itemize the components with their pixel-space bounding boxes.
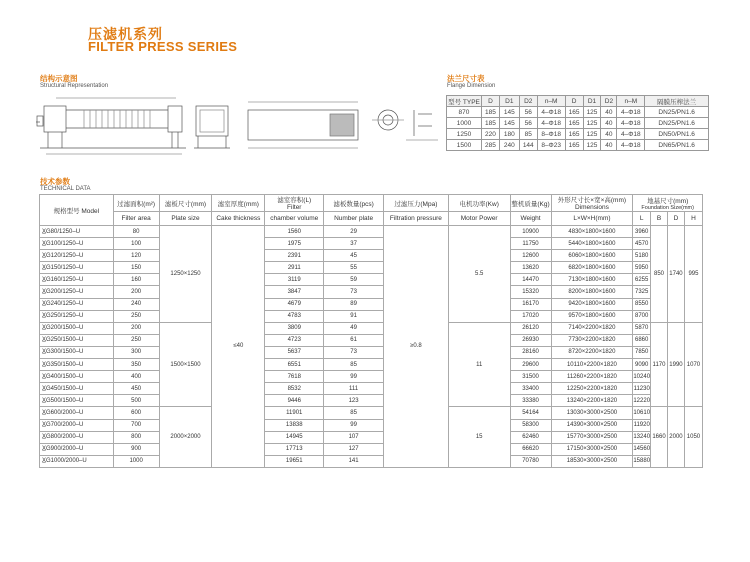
area-cell: 80 xyxy=(113,226,159,238)
flange-cell: 1000 xyxy=(447,118,482,129)
flange-cell: 4–Φ18 xyxy=(537,107,565,118)
flange-cell: 125 xyxy=(583,129,601,140)
volume-cell: 8532 xyxy=(265,383,324,395)
area-cell: 250 xyxy=(113,310,159,322)
motor-power-cell: 11 xyxy=(448,322,510,407)
flange-cell: DN25/PN1.6 xyxy=(645,118,709,129)
flange-cell: 125 xyxy=(583,140,601,151)
dimensions-cell: 7140×2200×1820 xyxy=(551,322,633,334)
area-cell: 700 xyxy=(113,419,159,431)
dimensions-cell: 13030×3000×2500 xyxy=(551,407,633,419)
area-cell: 1000 xyxy=(113,455,159,467)
foundation-H-cell: 1050 xyxy=(684,407,702,467)
plates-cell: 85 xyxy=(324,359,384,371)
weight-cell: 28160 xyxy=(510,346,551,358)
model-cell: X̲G250/1250–U xyxy=(40,310,114,322)
area-cell: 300 xyxy=(113,346,159,358)
volume-cell: 11901 xyxy=(265,407,324,419)
weight-cell: 13620 xyxy=(510,262,551,274)
model-cell: X̲G80/1250–U xyxy=(40,226,114,238)
plates-cell: 49 xyxy=(324,322,384,334)
foundation-L-cell: 6860 xyxy=(633,334,651,346)
model-cell: X̲G700/2000–U xyxy=(40,419,114,431)
table-row xyxy=(40,371,703,383)
flange-cell: 144 xyxy=(519,140,537,151)
flange-header-cell: D1 xyxy=(583,96,601,107)
flange-cell: 285 xyxy=(481,140,499,151)
weight-cell: 12600 xyxy=(510,250,551,262)
weight-cell: 66620 xyxy=(510,443,551,455)
foundation-L-cell: 6255 xyxy=(633,274,651,286)
foundation-L-cell: 5870 xyxy=(633,322,651,334)
plate-size-cell: 2000×2000 xyxy=(159,407,212,467)
dimensions-cell: 8200×1800×1600 xyxy=(551,286,633,298)
foundation-H-cell: 1070 xyxy=(684,322,702,407)
plates-cell: 55 xyxy=(324,262,384,274)
weight-cell: 17020 xyxy=(510,310,551,322)
model-cell: X̲G120/1250–U xyxy=(40,250,114,262)
model-cell: X̲G160/1250–U xyxy=(40,274,114,286)
flange-cell: 4–Φ18 xyxy=(617,107,645,118)
model-cell: X̲G200/1250–U xyxy=(40,286,114,298)
motor-power-cell: 5.5 xyxy=(448,226,510,323)
plates-cell: 107 xyxy=(324,431,384,443)
area-cell: 250 xyxy=(113,334,159,346)
area-cell: 900 xyxy=(113,443,159,455)
dims-header-en2: L×W×H(mm) xyxy=(551,212,633,226)
volume-header-en1: Filter xyxy=(287,204,302,211)
foundation-L-cell: 12220 xyxy=(633,395,651,407)
dimensions-cell: 11260×2200×1820 xyxy=(551,371,633,383)
weight-cell: 58300 xyxy=(510,419,551,431)
foundation-L-cell: 15880 xyxy=(633,455,651,467)
volume-cell: 3847 xyxy=(265,286,324,298)
volume-cell: 4783 xyxy=(265,310,324,322)
volume-cell: 2391 xyxy=(265,250,324,262)
flange-cell: 4–Φ18 xyxy=(537,118,565,129)
plates-cell: 73 xyxy=(324,286,384,298)
page-title-en: FILTER PRESS SERIES xyxy=(88,39,238,54)
table-row xyxy=(40,407,703,419)
foundation-L-cell: 4570 xyxy=(633,238,651,250)
plates-cell: 73 xyxy=(324,346,384,358)
foundation-header-cn: 地基尺寸(mm) xyxy=(647,197,689,205)
table-row xyxy=(40,262,703,274)
volume-cell: 19651 xyxy=(265,455,324,467)
pressure-header-en: Filtration pressure xyxy=(383,212,448,226)
dimensions-cell: 4830×1800×1600 xyxy=(551,226,633,238)
foundation-L-cell: 11230 xyxy=(633,383,651,395)
flange-cell: 165 xyxy=(565,118,583,129)
flange-header-cell: D xyxy=(481,96,499,107)
area-cell: 800 xyxy=(113,431,159,443)
volume-cell: 6551 xyxy=(265,359,324,371)
foundation-B-cell: 850 xyxy=(651,226,668,323)
flange-cell: 4–Φ18 xyxy=(617,129,645,140)
plates-cell: 85 xyxy=(324,407,384,419)
flange-header-cell: 隔膜压榨法兰 xyxy=(645,96,709,107)
flange-cell: DN25/PN1.6 xyxy=(645,107,709,118)
dimensions-cell: 10110×2200×1820 xyxy=(551,359,633,371)
foundation-L-cell: 13240 xyxy=(633,431,651,443)
model-cell: X̲G150/1250–U xyxy=(40,262,114,274)
model-cell: X̲G100/1250–U xyxy=(40,238,114,250)
volume-header-cn xyxy=(265,195,324,212)
flange-cell: 85 xyxy=(519,129,537,140)
model-cell: X̲G250/1500–U xyxy=(40,334,114,346)
model-cell: X̲G200/1500–U xyxy=(40,322,114,334)
plate-header-cn: 滤板尺寸(mm) xyxy=(159,195,212,212)
foundation-L-cell: 8550 xyxy=(633,298,651,310)
area-cell: 240 xyxy=(113,298,159,310)
table-row xyxy=(40,238,703,250)
table-row xyxy=(40,250,703,262)
table-row xyxy=(40,359,703,371)
volume-cell: 7618 xyxy=(265,371,324,383)
weight-cell: 62460 xyxy=(510,431,551,443)
dimensions-cell: 9420×1800×1600 xyxy=(551,298,633,310)
model-cell: X̲G500/1500–U xyxy=(40,395,114,407)
model-cell: X̲G900/2000–U xyxy=(40,443,114,455)
plates-cell: 91 xyxy=(324,310,384,322)
cake-header-cn: 滤室厚度(mm) xyxy=(212,195,265,212)
area-cell: 200 xyxy=(113,286,159,298)
foundation-header-en: Foundation Size(mm) xyxy=(641,204,694,211)
foundation-L-cell: 8700 xyxy=(633,310,651,322)
plate-size-cell: 1250×1250 xyxy=(159,226,212,323)
flange-cell: 125 xyxy=(583,107,601,118)
weight-cell: 26930 xyxy=(510,334,551,346)
volume-cell: 3119 xyxy=(265,274,324,286)
plates-cell: 59 xyxy=(324,274,384,286)
model-cell: X̲G350/1500–U xyxy=(40,359,114,371)
foundation-B-cell: 1660 xyxy=(651,407,668,467)
area-cell: 100 xyxy=(113,238,159,250)
pressure-cell: ≥0.8 xyxy=(383,226,448,468)
tech-title-en: TECHNICAL DATA xyxy=(40,186,91,192)
weight-cell: 31500 xyxy=(510,371,551,383)
flange-header-row xyxy=(447,96,709,107)
volume-cell: 13838 xyxy=(265,419,324,431)
table-row xyxy=(40,310,703,322)
flange-cell: DN50/PN1.6 xyxy=(645,129,709,140)
weight-cell: 33380 xyxy=(510,395,551,407)
volume-cell: 4723 xyxy=(265,334,324,346)
cake-thickness-cell: ≤40 xyxy=(212,226,265,468)
volume-cell: 14945 xyxy=(265,431,324,443)
area-cell: 200 xyxy=(113,322,159,334)
table-row xyxy=(40,346,703,358)
weight-cell: 33400 xyxy=(510,383,551,395)
motor-power-cell: 15 xyxy=(448,407,510,467)
model-cell: X̲G800/2000–U xyxy=(40,431,114,443)
dimensions-cell: 6060×1800×1600 xyxy=(551,250,633,262)
weight-cell: 54164 xyxy=(510,407,551,419)
plates-cell: 141 xyxy=(324,455,384,467)
flange-table xyxy=(446,95,709,151)
area-cell: 400 xyxy=(113,371,159,383)
flange-header-cell: n–M xyxy=(617,96,645,107)
flange-cell: 870 xyxy=(447,107,482,118)
motor-header-cn: 电机功率(Kw) xyxy=(448,195,510,212)
weight-cell: 15320 xyxy=(510,286,551,298)
area-cell: 600 xyxy=(113,407,159,419)
dimensions-cell: 14390×3000×2500 xyxy=(551,419,633,431)
plates-cell: 29 xyxy=(324,226,384,238)
foundation-header xyxy=(633,195,703,212)
foundation-L-cell: 7325 xyxy=(633,286,651,298)
plates-header-cn: 滤板数量(pcs) xyxy=(324,195,384,212)
area-header-en: Filter area xyxy=(113,212,159,226)
flange-cell: 56 xyxy=(519,107,537,118)
dimensions-cell: 8720×2200×1820 xyxy=(551,346,633,358)
table-row xyxy=(40,322,703,334)
volume-header-cn-text: 滤室容积(L) xyxy=(277,197,312,204)
table-row xyxy=(40,334,703,346)
table-row xyxy=(40,419,703,431)
model-cell: X̲G300/1500–U xyxy=(40,346,114,358)
motor-header-en: Motor Power xyxy=(448,212,510,226)
area-cell: 120 xyxy=(113,250,159,262)
dimensions-cell: 5440×1800×1600 xyxy=(551,238,633,250)
weight-cell: 26120 xyxy=(510,322,551,334)
dimensions-cell: 18530×3000×2500 xyxy=(551,455,633,467)
plates-cell: 99 xyxy=(324,371,384,383)
volume-cell: 4679 xyxy=(265,298,324,310)
weight-header-cn: 整机质量(Kg) xyxy=(510,195,551,212)
foundation-L-cell: 14560 xyxy=(633,443,651,455)
table-row xyxy=(40,226,703,238)
flange-cell: 165 xyxy=(565,140,583,151)
plate-header-en: Plate size xyxy=(159,212,212,226)
foundation-D-cell: 1740 xyxy=(667,226,684,323)
dims-header-cn-text: 外形尺寸长×宽×高(mm) xyxy=(557,197,627,204)
tech-header-row xyxy=(40,195,703,212)
structure-title-en: Structural Representation xyxy=(40,83,109,89)
foundation-D-header: D xyxy=(667,212,684,226)
flange-header-cell: D2 xyxy=(601,96,617,107)
flange-cell: 145 xyxy=(499,118,519,129)
table-row xyxy=(40,383,703,395)
dimensions-cell: 15770×3000×2500 xyxy=(551,431,633,443)
plates-cell: 45 xyxy=(324,250,384,262)
dimensions-cell: 9570×1800×1600 xyxy=(551,310,633,322)
volume-cell: 2911 xyxy=(265,262,324,274)
weight-cell: 11750 xyxy=(510,238,551,250)
flange-row xyxy=(447,129,709,140)
structure-diagram xyxy=(36,92,441,160)
flange-cell: DN65/PN1.6 xyxy=(645,140,709,151)
flange-cell: 180 xyxy=(499,129,519,140)
table-row xyxy=(40,455,703,467)
volume-cell: 9446 xyxy=(265,395,324,407)
dimensions-cell: 12250×2200×1820 xyxy=(551,383,633,395)
flange-row xyxy=(447,140,709,151)
volume-cell: 1560 xyxy=(265,226,324,238)
flange-cell: 185 xyxy=(481,118,499,129)
foundation-H-cell: 995 xyxy=(684,226,702,323)
flange-header-cell: D2 xyxy=(519,96,537,107)
foundation-L-header: L xyxy=(633,212,651,226)
volume-cell: 5637 xyxy=(265,346,324,358)
flange-header-cell: 型号 TYPE xyxy=(447,96,482,107)
table-row xyxy=(40,443,703,455)
model-cell: X̲G600/2000–U xyxy=(40,407,114,419)
foundation-D-cell: 1990 xyxy=(667,322,684,407)
flange-header-cell: D1 xyxy=(499,96,519,107)
area-cell: 160 xyxy=(113,274,159,286)
page-title-cn: 压滤机系列 xyxy=(88,27,163,43)
weight-cell: 16170 xyxy=(510,298,551,310)
flange-cell: 40 xyxy=(601,107,617,118)
flange-cell: 40 xyxy=(601,129,617,140)
foundation-L-cell: 10240 xyxy=(633,371,651,383)
flange-cell: 185 xyxy=(481,107,499,118)
model-cell: X̲G1000/2000–U xyxy=(40,455,114,467)
flange-cell: 8–Φ18 xyxy=(537,129,565,140)
plates-cell: 89 xyxy=(324,298,384,310)
flange-cell: 220 xyxy=(481,129,499,140)
plates-cell: 123 xyxy=(324,395,384,407)
weight-cell: 70780 xyxy=(510,455,551,467)
table-row xyxy=(40,395,703,407)
foundation-B-header: B xyxy=(651,212,668,226)
flange-row xyxy=(447,107,709,118)
plate-size-cell: 1500×1500 xyxy=(159,322,212,407)
table-row xyxy=(40,298,703,310)
foundation-B-cell: 1170 xyxy=(651,322,668,407)
plates-cell: 37 xyxy=(324,238,384,250)
dimensions-cell: 7730×2200×1820 xyxy=(551,334,633,346)
flange-cell: 4–Φ18 xyxy=(617,140,645,151)
foundation-L-cell: 3960 xyxy=(633,226,651,238)
area-cell: 500 xyxy=(113,395,159,407)
pressure-header-cn: 过滤压力(Mpa) xyxy=(383,195,448,212)
flange-cell: 1500 xyxy=(447,140,482,151)
table-row xyxy=(40,286,703,298)
table-row xyxy=(40,274,703,286)
foundation-L-cell: 5180 xyxy=(633,250,651,262)
volume-cell: 17713 xyxy=(265,443,324,455)
flange-cell: 8–Φ23 xyxy=(537,140,565,151)
weight-cell: 14470 xyxy=(510,274,551,286)
foundation-H-header: H xyxy=(684,212,702,226)
flange-cell: 125 xyxy=(583,118,601,129)
weight-cell: 10900 xyxy=(510,226,551,238)
flange-cell: 40 xyxy=(601,140,617,151)
foundation-L-cell: 7850 xyxy=(633,346,651,358)
dims-header-cn xyxy=(551,195,633,212)
technical-data-table xyxy=(39,194,703,468)
volume-cell: 3809 xyxy=(265,322,324,334)
dimensions-cell: 17150×3000×2500 xyxy=(551,443,633,455)
foundation-L-cell: 5950 xyxy=(633,262,651,274)
tech-header-row-en xyxy=(40,212,703,226)
flange-header-cell: D xyxy=(565,96,583,107)
weight-header-en: Weight xyxy=(510,212,551,226)
volume-cell: 1975 xyxy=(265,238,324,250)
flange-cell: 40 xyxy=(601,118,617,129)
plates-cell: 111 xyxy=(324,383,384,395)
structure-title-cn: 结构示意图 xyxy=(40,74,78,83)
flange-cell: 165 xyxy=(565,129,583,140)
plates-cell: 61 xyxy=(324,334,384,346)
flange-title-cn: 法兰尺寸表 xyxy=(447,74,485,83)
dimensions-cell: 6820×1800×1600 xyxy=(551,262,633,274)
volume-header-en2: chamber volume xyxy=(265,212,324,226)
table-row xyxy=(40,431,703,443)
area-header-cn: 过滤面积(m²) xyxy=(113,195,159,212)
dims-header-en1: Dimensions xyxy=(574,204,609,211)
cake-header-en: Cake thickness xyxy=(212,212,265,226)
area-cell: 350 xyxy=(113,359,159,371)
foundation-L-cell: 9090 xyxy=(633,359,651,371)
dimensions-cell: 13240×2200×1820 xyxy=(551,395,633,407)
dimensions-cell: 7130×1800×1600 xyxy=(551,274,633,286)
plates-cell: 99 xyxy=(324,419,384,431)
foundation-L-cell: 11920 xyxy=(633,419,651,431)
flange-row xyxy=(447,118,709,129)
flange-cell: 4–Φ18 xyxy=(617,118,645,129)
tech-title-cn: 技术参数 xyxy=(40,177,70,186)
model-header: 规格型号 Model xyxy=(40,195,114,226)
flange-header-cell: n–M xyxy=(537,96,565,107)
plates-cell: 127 xyxy=(324,443,384,455)
model-cell: X̲G450/1500–U xyxy=(40,383,114,395)
flange-cell: 1250 xyxy=(447,129,482,140)
foundation-D-cell: 2000 xyxy=(667,407,684,467)
area-cell: 150 xyxy=(113,262,159,274)
model-cell: X̲G400/1500–U xyxy=(40,371,114,383)
area-cell: 450 xyxy=(113,383,159,395)
plates-header-en: Number plate xyxy=(324,212,384,226)
foundation-L-cell: 10610 xyxy=(633,407,651,419)
flange-title-en: Flange Dimension xyxy=(447,83,496,89)
weight-cell: 29600 xyxy=(510,359,551,371)
flange-cell: 145 xyxy=(499,107,519,118)
flange-cell: 56 xyxy=(519,118,537,129)
flange-cell: 165 xyxy=(565,107,583,118)
model-cell: X̲G240/1250–U xyxy=(40,298,114,310)
flange-cell: 240 xyxy=(499,140,519,151)
